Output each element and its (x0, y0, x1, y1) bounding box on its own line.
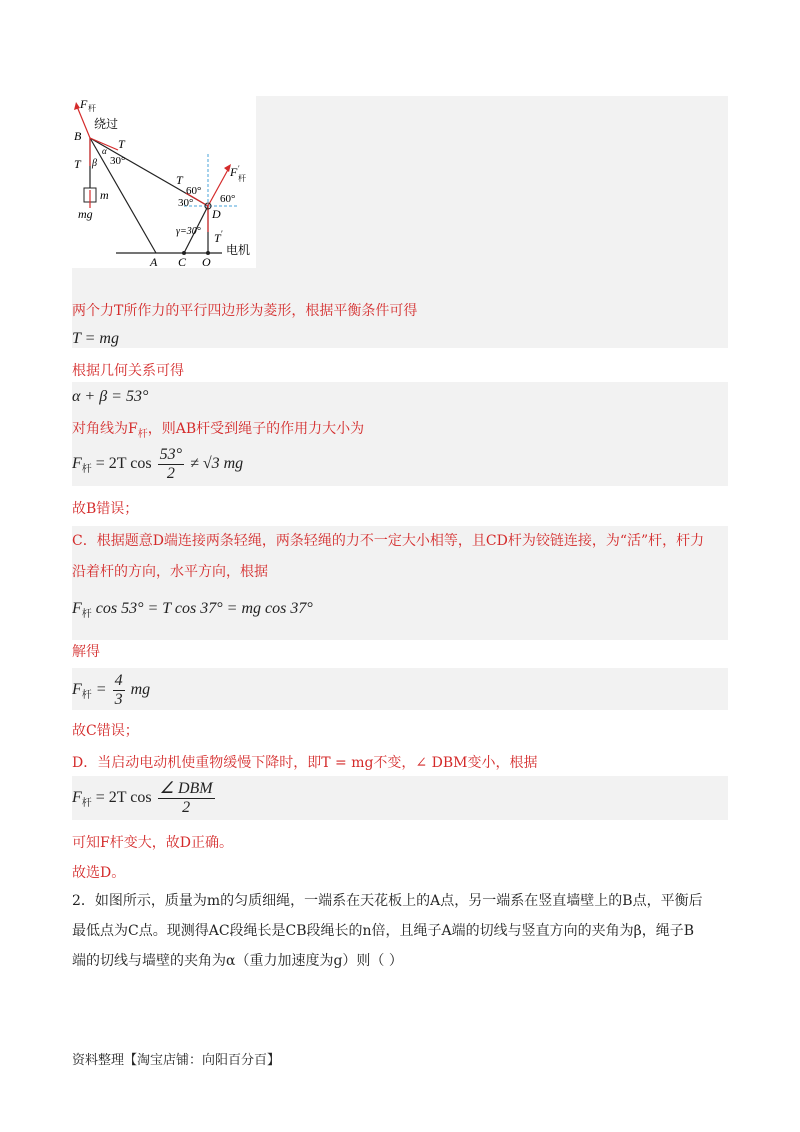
eq12-num: 4 (114, 672, 123, 689)
label-beta: β (92, 158, 97, 169)
label-A: A (150, 255, 158, 268)
eq10-sub: 杆 (81, 609, 92, 620)
eq12-frac (113, 672, 125, 709)
text-line-5 (72, 418, 364, 440)
label-F-gan: F (80, 97, 88, 111)
text-line-5b: ，则AB杆受到绳子的作用力大小为 (147, 421, 365, 437)
eq15-den: 2 (182, 799, 191, 816)
eq15-frac (158, 780, 215, 817)
text-line-3: 根据几何关系可得 (72, 363, 184, 379)
eq15-sub: 杆 (81, 798, 92, 810)
text-line-1: 两个力T所作力的平行四边形为菱形，根据平衡条件可得 (72, 303, 418, 319)
eq6-end: ≠ √3 mg (190, 455, 244, 473)
label-F-gan2-sub: 杆 (238, 174, 246, 183)
eq6-frac (158, 446, 184, 483)
text-line-11: 解得 (72, 644, 100, 660)
label-D: D (212, 207, 221, 221)
equation-4-3-mg (72, 672, 150, 709)
label-T-mid: T (176, 173, 183, 187)
text-line-14: D．当启动电动机使重物缓慢下降时，即T = mg不变，∠ DBM变小，根据 (72, 755, 538, 771)
label-F-gan-sub: 杆 (88, 104, 96, 113)
text-line-7: 故B错误； (72, 501, 139, 517)
label-T-prime: T (214, 231, 221, 245)
label-angle-30a: 30° (110, 155, 126, 167)
eq12-den: 3 (114, 691, 123, 708)
eq6-sub: 杆 (81, 464, 92, 476)
label-alpha: α (102, 146, 107, 156)
label-raoguo: 绕过 (94, 117, 119, 131)
label-F-gan2: F (230, 165, 238, 179)
question-2-line-1: 2．如图所示，质量为m的匀质细绳，一端系在天花板上的A点，另一端系在竖直墙壁上的B点，平衡后 (72, 893, 703, 909)
label-m: m (100, 188, 109, 202)
equation-T-mg: T = mg (72, 330, 119, 347)
footer-source: 资料整理【淘宝店铺：向阳百分百】 (72, 1053, 281, 1068)
question-2-line-2: 最低点为C点。现测得AC段绳长是CB段绳长的n倍，且绳子A端的切线与竖直方向的夹角为β，绳子B (72, 923, 695, 939)
label-T-right: T (118, 137, 125, 151)
eq12-sub: 杆 (81, 690, 92, 702)
eq15-F: F (72, 789, 82, 807)
eq12-F: F (72, 681, 82, 699)
equation-alpha-beta: α + β = 53° (72, 388, 149, 405)
label-T-left: T (74, 157, 81, 171)
label-angle-30b: 30° (178, 197, 194, 209)
eq6-num: 53° (159, 446, 183, 463)
eq10-rest: cos 53° = T cos 37° = mg cos 37° (95, 600, 313, 617)
eq10-F: F (72, 600, 82, 617)
label-gamma: γ=30° (176, 226, 201, 237)
text-line-17: 故选D。 (72, 865, 126, 881)
label-motor: 电机 (226, 243, 251, 257)
text-line-13: 故C错误； (72, 723, 139, 739)
label-B: B (74, 129, 82, 143)
eq6-den: 2 (166, 465, 175, 482)
label-mg: mg (78, 207, 93, 221)
label-angle-60a: 60° (186, 185, 202, 197)
shade-block-4 (72, 668, 728, 710)
eq12-mg: mg (130, 681, 151, 699)
text-line-16: 可知F杆变大，故D正确。 (72, 835, 233, 851)
equation-cos (72, 600, 313, 620)
text-line-5a: 对角线为F (72, 421, 138, 437)
physics-diagram (72, 96, 256, 268)
equation-F-gan (72, 446, 243, 483)
label-C: C (178, 255, 187, 268)
question-2 (72, 886, 732, 976)
text-line-8: C．根据题意D端连接两条轻绳，两条轻绳的力不一定大小相等，且CD杆为铰链连接，为“活”杆，杆力 (72, 533, 705, 549)
eq6-mid: = 2T cos (95, 455, 152, 473)
label-angle-60b: 60° (220, 193, 236, 205)
text-line-5-sub: 杆 (137, 429, 148, 440)
label-F-gan2-prime: ′ (238, 164, 240, 173)
label-T-prime-mark: ′ (221, 229, 223, 239)
equation-DBM (72, 780, 217, 817)
question-2-line-3: 端的切线与墙壁的夹角为α（重力加速度为g）则（ ） (72, 953, 403, 969)
label-O: O (202, 255, 211, 268)
eq15-num: ∠ DBM (159, 780, 213, 797)
eq15-mid: = 2T cos (95, 789, 152, 807)
text-line-9: 沿着杆的方向，水平方向，根据 (72, 564, 268, 580)
eq12-eq: = (95, 681, 107, 699)
eq6-F: F (72, 455, 82, 473)
